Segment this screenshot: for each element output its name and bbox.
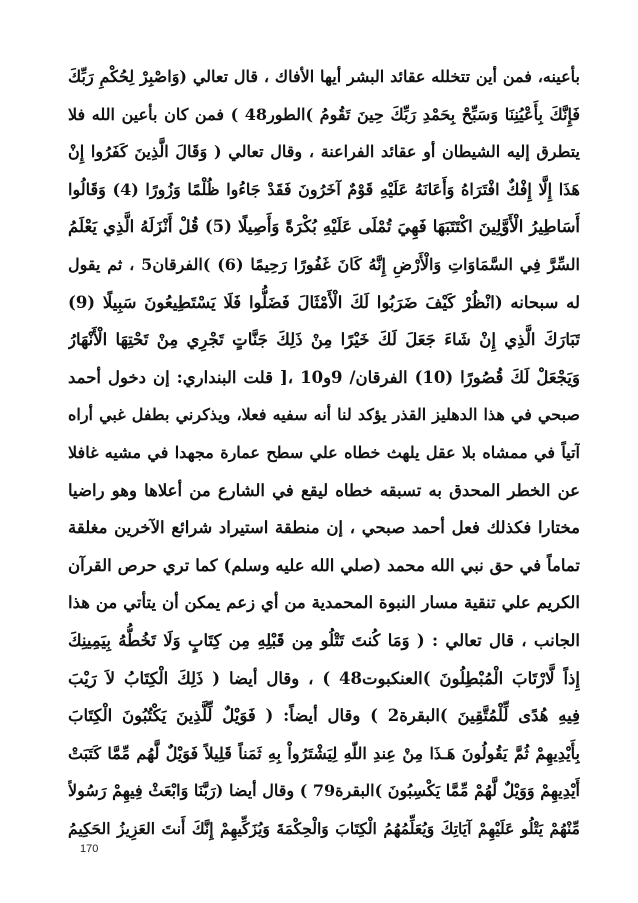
text-line: عن الخطر المحدق به تسبقه خطاه ليقع في الشارع من أعلاها وهو راضيا	[68, 480, 580, 500]
text-line: تماماً في حق نبي الله محمد (صلي الله عليه وسلم) كما تري حرص القرآن	[68, 555, 580, 575]
text-line: بِأَيْدِيهِمْ ثُمَّ يَقُولُونَ هَـذَا مِنْ عِندِ اللّهِ لِيَشْتَرُواْ بِهِ ثَمَناً قَلِيلاً فَوَيْلٌ لَّهُم مِّمَّا كَتَبَتْ	[68, 743, 580, 763]
text-line: تَبَارَكَ الَّذِي إِنْ شَاءَ جَعَلَ لَكَ خَيْرًا مِنْ ذَلِكَ جَنَّاتٍ تَجْرِي مِنْ تَحْتِهَا الْأَنْهَارُ	[68, 330, 580, 350]
text-line: صبحي في هذا الدهليز القذر يؤكد لنا أنه سفيه فعلا، ويذكرني بطفل غبي أراه	[68, 405, 580, 425]
text-line: الجانب ، قال تعالي : ( وَمَا كُنتَ تَتْلُو مِن قَبْلِهِ مِن كِتَابٍ وَلَا تَخُطُّهُ بِيَمِينِكَ	[68, 630, 580, 650]
body-text	[68, 58, 580, 847]
text-line: بأعينه، فمن أين تتخلله عقائد البشر أيها الأفاك ، قال تعالي (وَاصْبِرْ لِحُكْمِ رَبِّكَ	[68, 67, 580, 86]
text-line: له سبحانه (انْظُرْ كَيْفَ ضَرَبُوا لَكَ الْأَمْثَالَ فَضَلُّوا فَلَا يَسْتَطِيعُونَ سَبِيلًا (9)	[68, 292, 580, 312]
text-line: أَسَاطِيرُ الْأَوَّلِينَ اكْتَتَبَهَا فَهِيَ تُمْلَى عَلَيْهِ بُكْرَةً وَأَصِيلًا (5) قُلْ أَنْزَلَهُ الَّذِي يَعْلَمُ	[68, 217, 580, 237]
text-line: السِّرَّ فِي السَّمَاوَاتِ وَالْأَرْضِ إِنَّهُ كَانَ غَفُورًا رَحِيمًا (6) )الفرقان5 ، ثم يقول	[68, 254, 580, 274]
text-line: إِذاً لَّارْتَابَ الْمُبْطِلُونَ )العنكبوت48 ) ، وقال أيضا ( ذَلِكَ الْكِتَابُ لاَ رَيْبَ	[68, 668, 580, 688]
text-line: فِيهِ هُدًى لِّلْمُتَّقِينَ )البقرة2 ) وقال أيضاً: ( فَوَيْلٌ لِّلَّذِينَ يَكْتُبُونَ الْكِتَابَ	[68, 706, 580, 726]
text-line: أَيْدِيهِمْ وَوَيْلٌ لَّهُمْ مِّمَّا يَكْسِبُونَ )البقرة79 ) وقال أيضا (رَبَّنَا وَابْعَثْ فِيهِمْ رَسُولاً	[68, 781, 580, 801]
page-number: 170	[80, 843, 99, 855]
text-line: مختارا فكذلك فعل أحمد صبحي ، إن منطقة استيراد شرائع الآخرين مغلقة	[68, 518, 580, 538]
text-line: آتياً في ممشاه بلا عقل يلهث خطاه علي سطح عمارة مجهدا في مشيه غافلا	[68, 442, 580, 462]
text-line: هَذَا إِلَّا إِفْكٌ افْتَرَاهُ وَأَعَانَهُ عَلَيْهِ قَوْمٌ آخَرُونَ فَقَدْ جَاءُوا ظُلْمًا وَزُورًا (4) وَقَالُوا	[68, 179, 580, 199]
text-line: يتطرق إليه الشيطان أو عقائد الفراعنة ، وقال تعالي ( وَقَالَ الَّذِينَ كَفَرُوا إِنْ	[68, 142, 580, 162]
text-line: مِّنْهُمْ يَتْلُو عَلَيْهِمْ آيَاتِكَ وَيُعَلِّمُهُمُ الْكِتَابَ وَالْحِكْمَةَ وَيُزَكِّيهِمْ إِنَّكَ أَنتَ العَزِيزُ الحَكِيمُ	[68, 818, 580, 838]
text-line: الكريم علي تنقية مسار النبوة المحمدية من أي زعم يمكن أن يتأتي من هذا	[68, 593, 580, 613]
text-line: وَيَجْعَلْ لَكَ قُصُورًا (10) الفرقان/ 9و10 ،[ قلت البنداري: إن دخول أحمد	[68, 367, 580, 387]
text-line: فَإِنَّكَ بِأَعْيُنِنَا وَسَبِّحْ بِحَمْدِ رَبِّكَ حِينَ تَقُومُ )الطور48 ) فمن كان بأعين الله فلا	[68, 104, 580, 124]
